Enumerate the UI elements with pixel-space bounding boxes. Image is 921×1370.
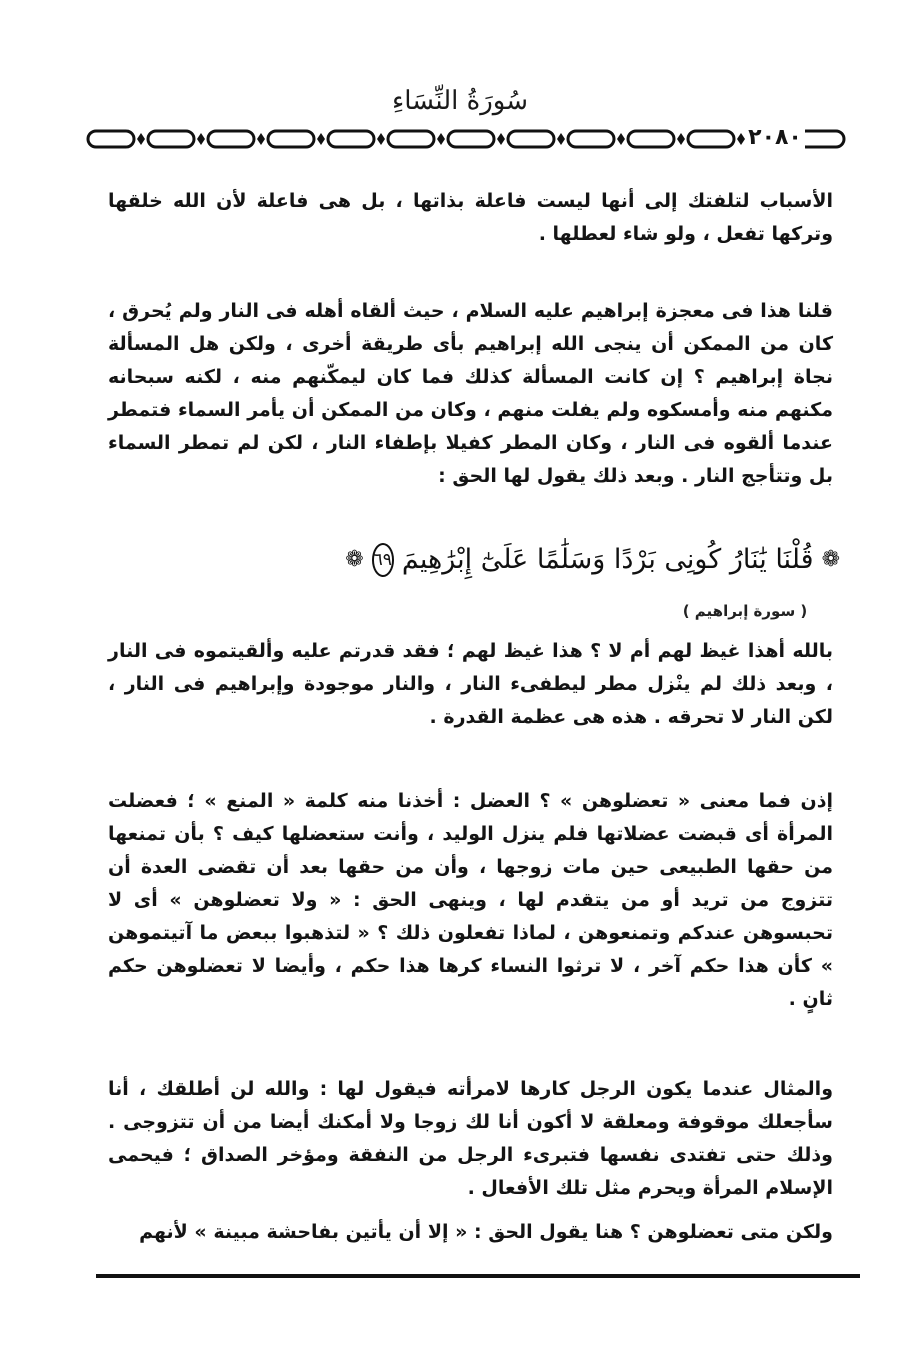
quran-verse [345,535,840,585]
floral-bracket-icon: ❁ [345,547,364,572]
verse-text: قُلْنَا يَٰنَارُ كُونِى بَرْدًا وَسَلَٰمًا عَلَىٰٓ إِبْرَٰهِيمَ [401,544,814,575]
verse-number: ٦٩ [372,543,394,577]
paragraph-1: الأسباب لتلفتك إلى أنها ليست فاعلة بذاتها ، بل هى فاعلة لأن الله خلقها وتركها تفعل ، ولو شاء لعطلها . [108,190,833,245]
page-number: ٢٠٨٠ [745,126,805,150]
paragraph-4: إذن فما معنى « تعضلوهن » ؟ العضل : أخذنا منه كلمة « المنع » ؛ فعضلت المرأة أى قبضت عضلاتها فلم ينزل الوليد ، وأنت ستعضلها كيف ؟ بأن تمنعها من حقها الطبيعى حين مات زوجها ، وأن من حقها بعد أن تقضى العدة أن تتزوج من تريد أو من يتقدم لها ، وينهى الحق : « ولا تعضلوهن » أى لا تحبسوهن عندكم وتمنعوهن ، لماذا تفعلون ذلك ؟ « لتذهبوا ببعض ما آتيتموهن » كأن هذا حكم آخر ، لا ترثوا النساء كرها هذا حكم ، وأيضا لا تعضلوهن حكم ثانٍ . [108,790,833,1010]
paragraph-6: ولكن متى تعضلوهن ؟ هنا يقول الحق : « إلا أن يأتين بفاحشة مبينة » لأنهم [139,1221,833,1243]
paragraph-2: قلنا هذا فى معجزة إبراهيم عليه السلام ، حيث ألقاه أهله فى النار ولم يُحرق ، كان من الممكن أن ينجى الله إبراهيم بأى طريقة أخرى ، ولكن هل المسألة نجاة إبراهيم ؟ إن كانت المسألة كذلك فما كان ليمكّنهم منه ، لكنه سبحانه مكنهم منه وأمسكوه ولم يفلت منهم ، وكان من الممكن أن يأمر السماء فتمطر عندما ألقوه فى النار ، وكان المطر كفيلا بإطفاء النار ، لكن لم تمطر السماء بل وتتأجج النار . وبعد ذلك يقول لها الحق : [108,300,833,487]
paragraph-5: والمثال عندما يكون الرجل كارها لامرأته فيقول لها : والله لن أطلقك ، أنا سأجعلك موقوفة ومعلقة لا أكون أنا لك زوجا ولا أمكنك أيضا من أن تتزوجى . وذلك حتى تفتدى نفسها فتبرىء الرجل من النفقة ومؤخر الصداق ؛ فيحمى الإسلام المرأة ويحرم مثل تلك الأفعال . [108,1078,833,1199]
header-ornament-rule [86,124,846,154]
verse-citation: ( سورة إبراهيم ) [682,602,808,620]
surah-title: سُورَةُ النِّسَاءِ [392,86,528,116]
footer-rule [96,1274,860,1278]
floral-bracket-icon: ❁ [821,547,840,572]
paragraph-3: بالله أهذا غيظ لهم أم لا ؟ هذا غيظ لهم ؛ فقد قدرتم عليه وألقيتموه فى النار ، وبعد ذلك لم ينْزل مطر ليطفىء النار ، والنار موجودة وإبراهيم فى النار ، لكن النار لا تحرقه . هذه هى عظمة القدرة . [108,640,833,728]
